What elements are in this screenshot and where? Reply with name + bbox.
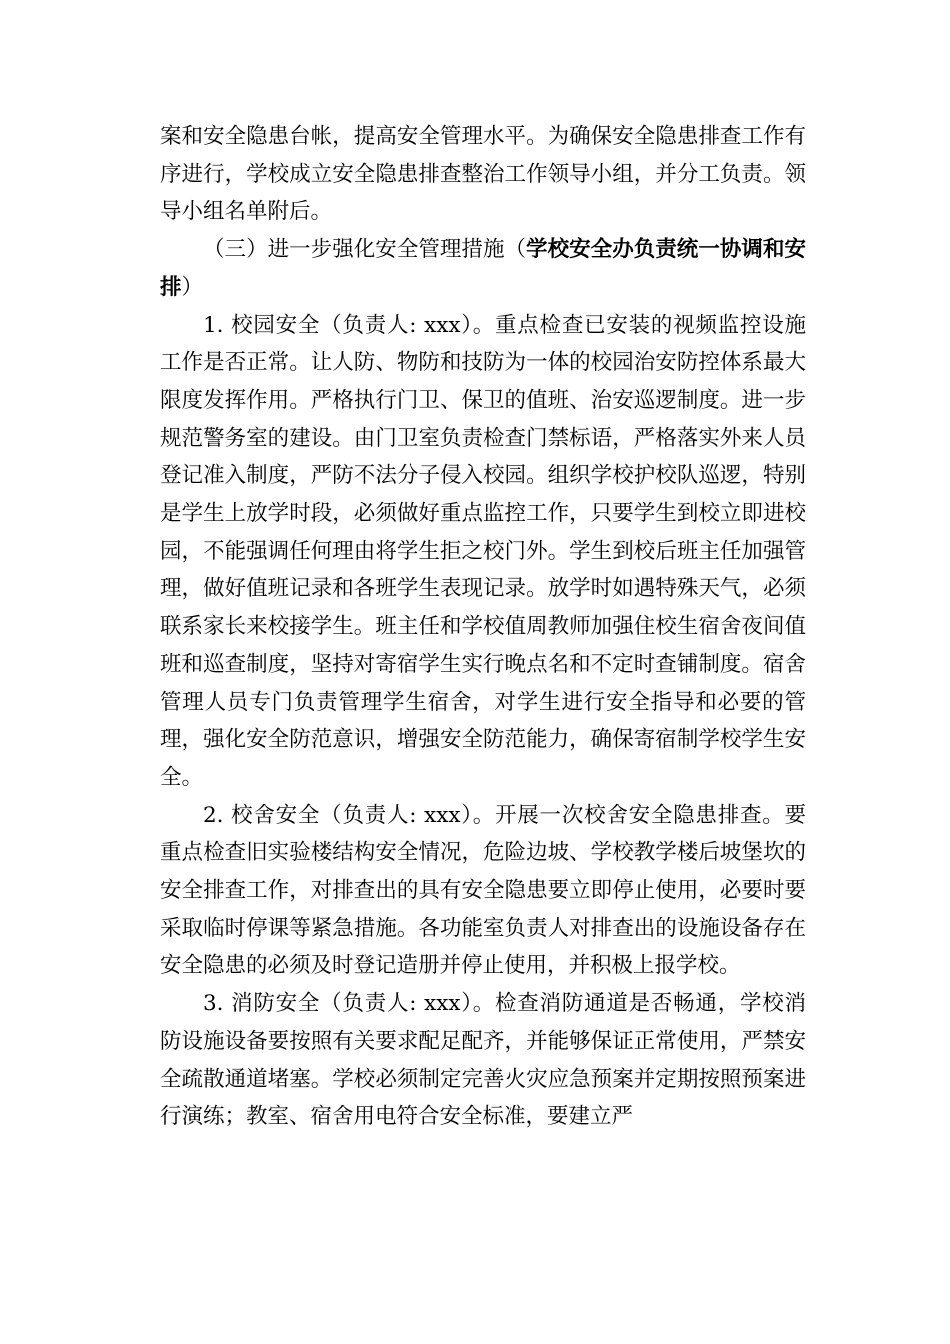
section-heading-tail: ） [181,274,204,300]
section-heading-text: （三）进一步强化安全管理措施（ [203,237,527,263]
paragraph-campus-safety: 1. 校园安全（负责人: xxx）。重点检查已安装的视频监控设施工作是否正常。让人防、物防和技防为一体的校园治安防控体系最大限度发挥作用。严格执行门卫、保卫的值班、治安巡逻制度。进一步规范警务室的建设。由门卫室负责检查门禁标语，严格落实外来人员登记准入制度，严防不法分子侵入校园。组织学校护校队巡逻，特别是学生上放学时段，必须做好重点监控工作，只要学生到校立即进校园，不能强调任何理由将学生拒之校门外。学生到校后班主任加强管理，做好值班记录和各班学生表现记录。放学时如遇特殊天气，必须联系家长来校接学生。班主任和学校值周教师加强住校生宿舍夜间值班和巡查制度，坚持对寄宿学生实行晚点名和不定时查铺制度。宿舍管理人员专门负责管理学生宿舍，对学生进行安全指导和必要的管理，强化安全防范意识，增强安全防范能力，确保寄宿制学校学生安全。 [160,312,806,790]
paragraph-continuation: 案和安全隐患台帐，提高安全管理水平。为确保安全隐患排查工作有序进行，学校成立安全隐患排查整治工作领导小组，并分工负责。领导小组名单附后。 [160,124,806,225]
document-page [160,118,806,1136]
section-heading-3 [160,231,806,306]
section-heading-bold: 学校安全办负责统一协调和安排 [160,237,806,300]
paragraph-building-safety: 2. 校舍安全（负责人: xxx）。开展一次校舍安全隐患排查。要重点检查旧实验楼结构安全情况，危险边坡、学校教学楼后坡堡坎的安全排查工作，对排查出的具有安全隐患要立即停止使用，必要时要采取临时停课等紧急措施。各功能室负责人对排查出的设施设备存在安全隐患的必须及时登记造册并停止使用，并积极上报学校。 [160,802,806,979]
paragraph-fire-safety: 3. 消防安全（负责人: xxx）。检查消防通道是否畅通，学校消防设施设备要按照有关要求配足配齐，并能够保证正常使用，严禁安全疏散通道堵塞。学校必须制定完善火灾应急预案并定期按照预案进行演练；教室、宿舍用电符合安全标准，要建立严 [160,991,806,1130]
